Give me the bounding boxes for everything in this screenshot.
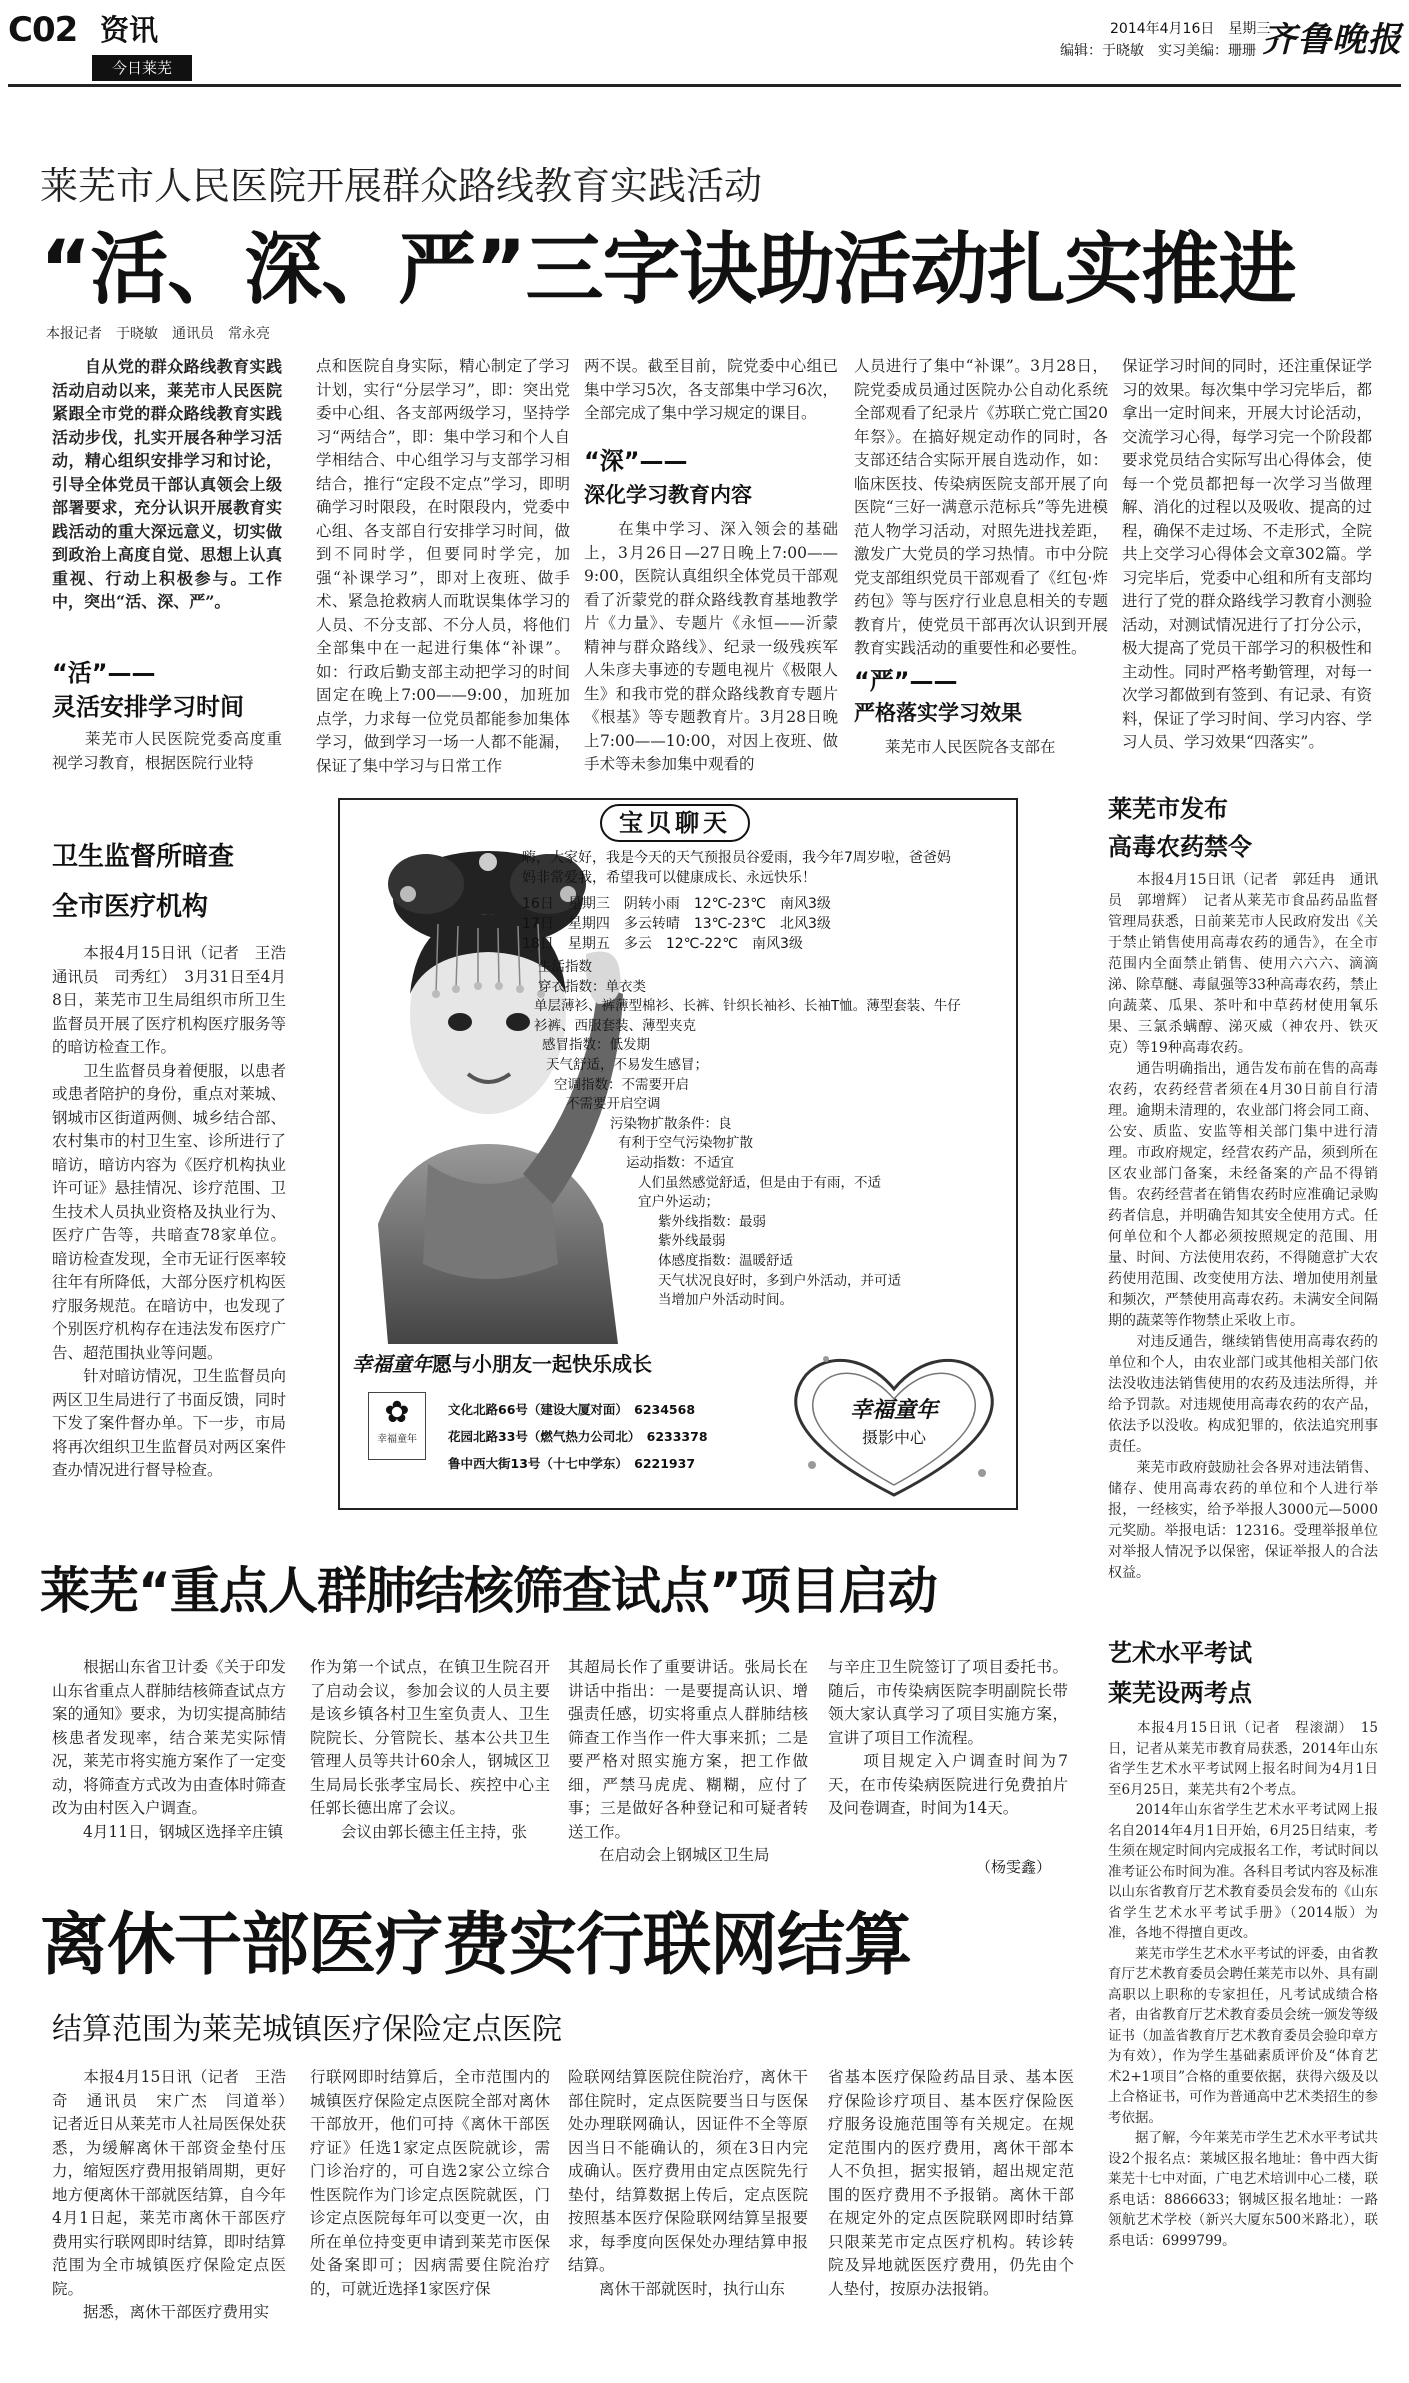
- sponsor-logo-icon: ✿: [384, 1395, 410, 1430]
- index-line: 感冒指数：低发期: [542, 1037, 650, 1054]
- sponsor-address: 鲁中西大街13号（十七中学东） 6221937: [448, 1456, 696, 1471]
- lead-sub3-title: 严格落实学习效果: [854, 701, 1022, 725]
- masthead-rule: [8, 84, 1401, 87]
- index-line: 穿衣指数：单衣类: [538, 978, 646, 995]
- heart-emblem: [776, 1345, 1012, 1505]
- lead-sub1-kicker: “活”——: [52, 659, 156, 687]
- index-line: 生活指数: [538, 959, 592, 975]
- health-story-title-2: 全市医疗机构: [52, 892, 209, 922]
- subsection-tab: 今日莱芜: [92, 55, 192, 81]
- lead-sub3-kicker: “严”——: [854, 667, 958, 695]
- tb-headline: 莱芜“重点人群肺结核筛查试点”项目启动: [40, 1562, 937, 1620]
- tb-signature: （杨雯鑫）: [976, 1858, 1052, 1876]
- baby-greeting: 嗨，大家好，我是今天的天气预报员谷爱雨，我今年7周岁啦，爸爸妈妈非常爱我，希望我可以健康成长、永远快乐！: [522, 850, 951, 886]
- lead-sub1-title: 灵活安排学习时间: [52, 693, 244, 721]
- index-line: 有利于空气污染物扩散: [618, 1135, 753, 1152]
- lead-col-5: 保证学习时间的同时，还注重保证学习的效果。每次集中学习完毕后，都拿出一定时间来，开展大讨论活动，交流学习心得，每学习完一个阶段都要求党员结合实际写出心得体会，使每一个党员都把每一次学习当做理解、消化的过程以及吸收、提高的过程，确保不走过场、不走形式，全院共上交学习心得体会文章302篇。学习完毕后，党委中心组和所有支部均进行了党的群众路线学习教育小测验活动，对测试情况进行了打分公示，极大提高了党员干部学习的积极性和主动性。同时严格考勤管理，对每一次学习都做到有签到、有记录、有资料，保证了学习时间、学习内容、学习人员、学习效果“四落实”。: [1122, 357, 1372, 751]
- index-line: 天气状况良好时，多到户外活动，并可适当增加户外活动时间。: [658, 1272, 901, 1309]
- heart-line-1: 幸福童年: [849, 1398, 938, 1423]
- lead-sub2-kicker: “深”——: [584, 447, 688, 475]
- pesticide-body: 本报4月15日讯（记者 郭廷冉 通讯员 郭增辉） 记者从莱芜市食品药品监督管理局获悉，日前莱芜市人民政府发出《关于禁止销售使用高毒农药的通告》，在全市范围内全面禁止销售、使用六六六、滴滴涕、除草醚、毒鼠强等33种高毒农药，禁止向蔬菜、瓜果、茶叶和中草药材使用氧乐果、三氯杀螨醇、涕灭威（神农丹、铁灭克）等19种高毒农药。 通告明确指出，通告发布前在售的高毒农药，农药经营者须在4月30日前自行清理。逾期未清理的，农业部门将会同工商、公安、质监、安监等相关部门集中进行清理。市政府规定，经营农药产品，须到所在区农业部门备案，未经备案的产品不得销售。农药经营者在销售农药时应准确记录购药者信息，并明确告知其安全使用方式。任何单位和个人都必须按照规定的范围、用量、时间、方法使用农药，不得随意扩大农药使用范围、改变使用方法、增加使用剂量和频次，严禁使用高毒农药。未满安全间隔期的蔬菜等作物禁止采收上市。 对违反通告，继续销售使用高毒农药的单位和个人，由农业部门或其他相关部门依法没收违法销售使用的农药及违法所得，并给予罚款。对违规使用高毒农药的农产品，依法予以没收。构成犯罪的，依法追究刑事责任。 莱芜市政府鼓励社会各界对违法销售、储存、使用高毒农药的单位和个人进行举报，一经核实，给予举报人3000元—5000元奖励。举报电话：12316。受理举报单位对举报人情况予以保密，保证举报人的合法权益。: [1108, 872, 1378, 1581]
- paper-name-logo: 齐鲁晚报: [1262, 20, 1402, 60]
- index-line: 体感度指数：温暖舒适: [658, 1252, 793, 1269]
- tb-col-3: 其超局长作了重要讲话。张局长在讲话中指出：一是要提高认识、增强责任感，切实将重点人群肺结核筛查工作当作一件大事来抓；二是要严格对照实施方案，把工作做细，严禁马虎虎、糊糊，应付了事；三是做好各种登记和可疑者转送工作。 在启动会上钢城区卫生局: [568, 1658, 808, 1864]
- index-line: 紫外线最弱: [658, 1233, 726, 1250]
- sponsor-brand: 幸福童年: [352, 1352, 432, 1376]
- tb-col-1: 根据山东省卫计委《关于印发山东省重点人群肺结核筛查试点方案的通知》要求，为切实提高肺结核患者发现率，结合莱芜实际情况，莱芜市将实施方案作了一定变动，将筛查方式改为由查体时筛查改为由村医入户调查。 4月11日，钢城区选择辛庄镇: [52, 1658, 286, 1841]
- tb-col-4: 与辛庄卫生院签订了项目委托书。随后，市传染病医院李明副院长带领大家认真学习了项目实施方案，宣讲了项目工作流程。 项目规定入户调查时间为7天，在市传染病医院进行免费拍片及问卷调查，时间为14天。: [828, 1658, 1068, 1817]
- life-indices: [526, 958, 966, 1311]
- sponsor-slogan: 愿与小朋友一起快乐成长: [432, 1352, 652, 1376]
- page-code: C02: [8, 10, 78, 50]
- lead-col-2: 点和医院自身实际，精心制定了学习计划，实行“分层学习”，即：突出党委中心组、各支部两级学习，坚持学习“两结合”，即：集中学习和个人自学相结合、中心组学习与支部学习相结合，推行“定段不定点”学习，即明确学习时限段，在时限段内，党委中心组、各支部自行安排学习时间，做到不同时学，但要同时学完，加强“补课学习”，即对上夜班、做手术、紧急抢救病人而耽误集体学习的人员、不分支部、不分人员，将他们全部集中在一起进行集体“补课”。如：行政后勤支部主动把学习的时间固定在晚上7:00——9:00，加班加点学，力求每一位党员都能参加集体学习，做到学习一场一人都不能漏，保证了集中学习与日常工作: [316, 357, 570, 775]
- medical-fee-headline: 离休干部医疗费实行联网结算: [40, 1906, 912, 1985]
- medical-fee-col-2: 行联网即时结算后，全市范围内的城镇医疗保险定点医院全部对离休干部放开，他们可持《离休干部医疗证》任选1家定点医院就诊，需门诊治疗的，可自选2家公立综合性医院作为门诊定点医院就医，门诊定点医院每年可以变更一次，由所在单位持变更申请到莱芜市医保处备案即可；因病需要住院治疗的，可就近选择1家医疗保: [310, 2068, 550, 2298]
- sponsor-address: 花园北路33号（燃气热力公司北） 6233378: [448, 1429, 708, 1444]
- index-line: 空调指数：不需要开启: [554, 1076, 689, 1093]
- tb-col-2: 作为第一个试点，在镇卫生院召开了启动会议，参加会议的人员主要是该乡镇各村卫生室负责人、卫生院院长、分管院长、基本公共卫生管理人员等共计60余人，钢城区卫生局局长张孝宝局长、疾控中心主任郭长德出席了会议。 会议由郭长德主任主持，张: [310, 1658, 550, 1841]
- sponsor-heading: [352, 1348, 652, 1377]
- index-line: 不需要开启空调: [566, 1096, 661, 1113]
- index-line: 污染物扩散条件：良: [610, 1115, 732, 1132]
- forecast-day: 18日 星期五 多云 12℃-22℃ 南风3级: [522, 936, 803, 952]
- index-line: 运动指数：不适宜: [626, 1154, 734, 1171]
- art-title-1: 艺术水平考试: [1108, 1639, 1252, 1667]
- lead-col-1-body: 莱芜市人民医院党委高度重视学习教育，根据医院行业特: [52, 730, 282, 772]
- weather-forecast: [522, 894, 962, 954]
- sponsor-address: 文化北路66号（建设大厦对面） 6234568: [448, 1402, 696, 1417]
- index-line: 人们虽然感觉舒适，但是由于有雨，不适宜户外运动；: [638, 1174, 881, 1211]
- lead-col-3-body: 在集中学习、深入领会的基础上，3月26日—27日晚上7:00——9:00，医院认真组织全体党员干部观看了沂蒙党的群众路线教育基地教学片《力量》、专题片《永恒——沂蒙精神与群众路线》、纪录一级残疾军人朱彦夫事迹的专题电视片《极限人生》和我市党的群众路线教育专题片《根基》等专题教育片。3月28日晚上7:00——10:00，对因上夜班、做手术等未参加集中观看的: [584, 520, 838, 773]
- section-label: 资讯: [100, 13, 159, 47]
- sponsor-addresses: [448, 1396, 708, 1477]
- art-body: 本报4月15日讯（记者 程滚湖） 15日，记者从莱芜市教育局获悉，2014年山东省学生艺术水平考试网上报名时间为4月1日至6月25日，莱芜共有2个考点。 2014年山东省学生艺术水平考试网上报名自2014年4月1日开始，6月25日结束，考生须在规定时间内完成报名工作，考试时间以准考证公布时间为准。各科目考试内容及标准以山东省教育厅艺术教育委员会发布的《山东省学生艺术水平考试手册》（2014版）为准，各地不得擅自更改。 莱芜市学生艺术水平考试的评委，由省教育厅艺术教育委员会聘任莱芜市以外、具有副高职以上职称的专家担任，凡考试成绩合格者，由省教育厅艺术教育委员会统一颁发等级证书（加盖省教育厅艺术教育委员会验印章方为有效），作为学生基础素质评价及“体育艺术2+1项目”合格的重要依据，获得六级及以上合格证书，可作为普通高中艺术类招生的参考依据。 据了解，今年莱芜市学生艺术水平考试共设2个报名点：莱城区报名地址：鲁中西大街莱芜十七中对面，广电艺术培训中心二楼，联系电话：8866633；钢城区报名地址：一路领航艺术学校（新兴大厦东500米路北），联系电话：6999799。: [1108, 1720, 1378, 2249]
- heart-line-2: 摄影中心: [861, 1428, 926, 1447]
- baby-chat-banner: 宝贝聊天: [600, 804, 750, 842]
- lead-byline: 本报记者 于晓敏 通讯员 常永亮: [46, 326, 270, 342]
- medical-fee-col-1: 本报4月15日讯（记者 王浩奇 通讯员 宋广杰 闫道举） 记者近日从莱芜市人社局医保处获悉，为缓解离休干部资金垫付压力，缩短医疗费用报销周期，更好地方便离休干部就医结算，自今年4月1日起，莱芜市离休干部医疗费用实行联网即时结算，即时结算范围为全市城镇医疗保险定点医院。 据悉，离休干部医疗费用实: [52, 2068, 286, 2321]
- lead-col-4-top: 人员进行了集中“补课”。3月28日，院党委成员通过医院办公自动化系统全部观看了纪录片《苏联亡党亡国20年祭》。在搞好规定动作的同时，各支部还结合实际开展自选动作，如：临床医技、传染病医院支部开展了向医院“三好一满意示范标兵”等先进模范人物学习活动，对照先进找差距，激发广大党员的学习热情。市中分院党支部组织党员干部观看了《红包·炸药包》等与医疗行业息息相关的专题教育片，使党员干部再次认识到开展教育实践活动的重要性和必要性。: [854, 357, 1108, 657]
- lead-headline: “活、深、严”三字诀助活动扎实推进: [40, 225, 1296, 315]
- pesticide-title-2: 高毒农药禁令: [1108, 833, 1252, 861]
- index-line: 单层薄衫、裤薄型棉衫、长裤、针织长袖衫、长袖T恤。薄型套装、牛仔衫裤、西服套装、薄型夹克: [534, 998, 961, 1034]
- sponsor-logo-text: 幸福童年: [377, 1434, 417, 1445]
- medical-fee-col-4: 省基本医疗保险药品目录、基本医疗保险诊疗项目、基本医疗保险医疗服务设施范围等有关规定。在规定范围内的医疗费用，离休干部本人不负担，据实报销，超出规定范围的医疗费用不予报销。离休干部在规定外的定点医院联网即时结算只限莱芜市定点医疗机构。转诊转院及异地就医医疗费用，仍先由个人垫付，按原办法报销。: [828, 2068, 1074, 2298]
- lead-col-3-top: 两不误。截至目前，院党委中心组已集中学习5次，各支部集中学习6次，全部完成了集中学习规定的课目。: [584, 357, 838, 422]
- index-line: 天气舒适，不易发生感冒；: [546, 1056, 708, 1073]
- medical-fee-subhead: 结算范围为莱芜城镇医疗保险定点医院: [52, 2012, 562, 2047]
- health-story-body: 本报4月15日讯（记者 王浩 通讯员 司秀红） 3月31日至4月8日，莱芜市卫生局组织市所卫生监督员开展了医疗机构医疗服务等的暗访检查工作。 卫生监督员身着便服，以患者或患者陪护的身份，重点对莱城、钢城市区街道两侧、城乡结合部、农村集市的村卫生室、诊所进行了暗访，暗访内容为《医疗机构执业许可证》悬挂情况、诊疗范围、卫生技术人员执业资格及执业行为、医疗广告等，共暗查78家单位。暗访检查发现，全市无证行医率较往年有所降低，大部分医疗机构医疗服务规范。在暗访中，也发现了个别医疗机构存在违法发布医疗广告、超范围执业等问题。 针对暗访情况，卫生监督员向两区卫生局进行了书面反馈，同时下发了案件督办单。下一步，市局将再次组织卫生监督员对两区案件查办情况进行督导检查。: [52, 944, 286, 1479]
- forecast-day: 16日 星期三 阴转小雨 12℃-23℃ 南风3级: [522, 896, 831, 912]
- sponsor-logo: [368, 1392, 426, 1460]
- sponsor-block: [348, 1348, 768, 1498]
- pesticide-title-1: 莱芜市发布: [1108, 795, 1228, 823]
- baby-chat-box: [338, 798, 1018, 1510]
- medical-fee-col-3: 险联网结算医院住院治疗，离休干部住院时，定点医院要当日与医保处办理联网确认，因证件不全等原因当日不能确认的，须在3日内完成确认。医疗费用由定点医院先行垫付，结算数据上传后，定点医院按照基本医疗保险联网结算呈报要求，每季度向医保处办理结算申报结算。 离休干部就医时，执行山东: [568, 2068, 808, 2298]
- health-story-title-1: 卫生监督所暗查: [52, 842, 235, 872]
- art-title-2: 莱芜设两考点: [1108, 1679, 1252, 1707]
- editor-line: 编辑：于晓敏 实习美编：珊珊: [1060, 43, 1256, 59]
- lead-col-1-intro: 自从党的群众路线教育实践活动启动以来，莱芜市人民医院紧跟全市党的群众路线教育实践活动步伐，扎实开展各种学习活动，精心组织安排学习和讨论，引导全体党员干部认真领会上级部署要求，充分认识开展教育实践活动的重大深远意义，切实做到政治上高度自觉、思想上认真重视、行动上积极参与。工作中，突出“活、深、严”。: [52, 357, 282, 611]
- date-line: 2014年4月16日 星期三: [1110, 21, 1271, 37]
- lead-sub2-title: 深化学习教育内容: [584, 483, 752, 507]
- lead-kicker: 莱芜市人民医院开展群众路线教育实践活动: [40, 164, 763, 208]
- index-line: 紫外线指数：最弱: [658, 1213, 766, 1230]
- forecast-day: 17日 星期四 多云转晴 13℃-23℃ 北风3级: [522, 916, 831, 932]
- lead-col-4-body: 莱芜市人民医院各支部在: [854, 738, 1056, 756]
